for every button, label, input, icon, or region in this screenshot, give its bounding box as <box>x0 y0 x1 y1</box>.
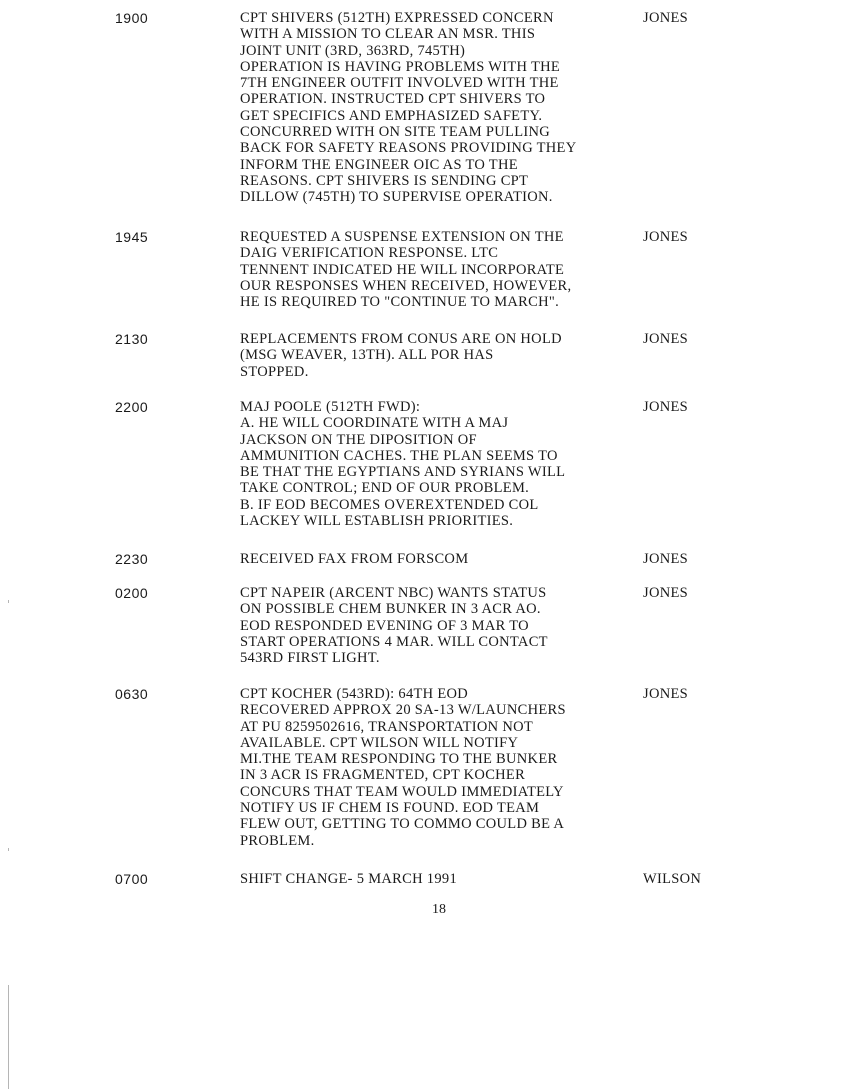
entry-line: HE IS REQUIRED TO "CONTINUE TO MARCH". <box>240 294 560 311</box>
entry-time: 2200 <box>115 399 149 415</box>
entry-line: AT PU 8259502616, TRANSPORTATION NOT <box>240 718 534 735</box>
entry-line: INFORM THE ENGINEER OIC AS TO THE <box>240 156 518 173</box>
entry-author: WILSON <box>643 871 702 887</box>
entry-author: JONES <box>643 331 689 347</box>
entry-line: AVAILABLE. CPT WILSON WILL NOTIFY <box>240 734 519 751</box>
entry-author: JONES <box>643 10 689 26</box>
entry-line: 543RD FIRST LIGHT. <box>240 650 380 667</box>
entry-line: CPT KOCHER (543RD): 64TH EOD <box>240 686 469 702</box>
entry-line: CPT SHIVERS (512TH) EXPRESSED CONCERN <box>240 10 554 26</box>
entry-text <box>240 399 625 529</box>
entry-text <box>240 10 625 206</box>
entry-line: EOD RESPONDED EVENING OF 3 MAR TO <box>240 617 529 634</box>
entry-line: DAIG VERIFICATION RESPONSE. LTC <box>240 245 499 262</box>
entry-line: REPLACEMENTS FROM CONUS ARE ON HOLD <box>240 331 562 347</box>
entry-line: REASONS. CPT SHIVERS IS SENDING CPT <box>240 172 529 189</box>
entry-line: START OPERATIONS 4 MAR. WILL CONTACT <box>240 633 548 650</box>
entry-author: JONES <box>643 229 689 245</box>
entry-author: JONES <box>643 551 689 567</box>
entry-line: SHIFT CHANGE- 5 MARCH 1991 <box>240 871 457 887</box>
entry-time: 0700 <box>115 871 149 887</box>
scan-artifact <box>8 848 9 851</box>
entry-author: JONES <box>643 686 689 702</box>
entry-line: STOPPED. <box>240 363 309 380</box>
entry-line: RECEIVED FAX FROM FORSCOM <box>240 551 469 567</box>
page-number: 18 <box>432 902 446 917</box>
entry-line: BACK FOR SAFETY REASONS PROVIDING THEY <box>240 140 577 157</box>
entry-line: OUR RESPONSES WHEN RECEIVED, HOWEVER, <box>240 277 572 294</box>
entry-line: PROBLEM. <box>240 832 315 849</box>
entry-time: 2130 <box>115 331 149 347</box>
entry-line: IN 3 ACR IS FRAGMENTED, CPT KOCHER <box>240 767 526 784</box>
entry-time: 1945 <box>115 229 149 245</box>
entry-line: A. HE WILL COORDINATE WITH A MAJ <box>240 415 509 432</box>
entry-author: JONES <box>643 585 689 601</box>
entry-line: TENNENT INDICATED HE WILL INCORPORATE <box>240 261 565 278</box>
entry-line: B. IF EOD BECOMES OVEREXTENDED COL <box>240 496 539 513</box>
entry-text <box>240 871 625 887</box>
entry-text <box>240 229 625 310</box>
entry-line: TAKE CONTROL; END OF OUR PROBLEM. <box>240 480 530 497</box>
entry-time: 2230 <box>115 551 149 567</box>
scan-artifact <box>8 985 9 1089</box>
entry-line: OPERATION IS HAVING PROBLEMS WITH THE <box>240 58 561 75</box>
entry-line: (MSG WEAVER, 13TH). ALL POR HAS <box>240 347 494 364</box>
entry-line: 7TH ENGINEER OUTFIT INVOLVED WITH THE <box>240 75 559 92</box>
entry-line: CONCURS THAT TEAM WOULD IMMEDIATELY <box>240 783 564 800</box>
entry-line: BE THAT THE EGYPTIANS AND SYRIANS WILL <box>240 464 566 481</box>
entry-line: JACKSON ON THE DIPOSITION OF <box>240 431 477 448</box>
entry-line: GET SPECIFICS AND EMPHASIZED SAFETY. <box>240 107 543 124</box>
entry-text <box>240 331 625 380</box>
entry-line: ON POSSIBLE CHEM BUNKER IN 3 ACR AO. <box>240 601 541 618</box>
entry-line: RECOVERED APPROX 20 SA-13 W/LAUNCHERS <box>240 702 566 719</box>
entry-line: CPT NAPEIR (ARCENT NBC) WANTS STATUS <box>240 585 547 601</box>
entry-line: LACKEY WILL ESTABLISH PRIORITIES. <box>240 513 514 530</box>
entry-time: 1900 <box>115 10 149 26</box>
entry-text <box>240 686 625 849</box>
entry-time: 0200 <box>115 585 149 601</box>
entry-line: FLEW OUT, GETTING TO COMMO COULD BE A <box>240 816 565 833</box>
entry-line: MAJ POOLE (512TH FWD): <box>240 399 421 415</box>
entry-text <box>240 551 625 567</box>
entry-line: AMMUNITION CACHES. THE PLAN SEEMS TO <box>240 447 558 464</box>
entry-line: MI.THE TEAM RESPONDING TO THE BUNKER <box>240 751 558 768</box>
entry-line: OPERATION. INSTRUCTED CPT SHIVERS TO <box>240 91 546 108</box>
scan-artifact <box>8 600 9 603</box>
entry-line: CONCURRED WITH ON SITE TEAM PULLING <box>240 124 551 141</box>
entry-time: 0630 <box>115 686 149 702</box>
entry-line: DILLOW (745TH) TO SUPERVISE OPERATION. <box>240 189 553 206</box>
entry-author: JONES <box>643 399 689 415</box>
entry-line: WITH A MISSION TO CLEAR AN MSR. THIS <box>240 26 536 43</box>
entry-line: REQUESTED A SUSPENSE EXTENSION ON THE <box>240 229 564 245</box>
entry-line: NOTIFY US IF CHEM IS FOUND. EOD TEAM <box>240 800 540 817</box>
entry-line: JOINT UNIT (3RD, 363RD, 745TH) <box>240 42 466 59</box>
entry-text <box>240 585 625 666</box>
